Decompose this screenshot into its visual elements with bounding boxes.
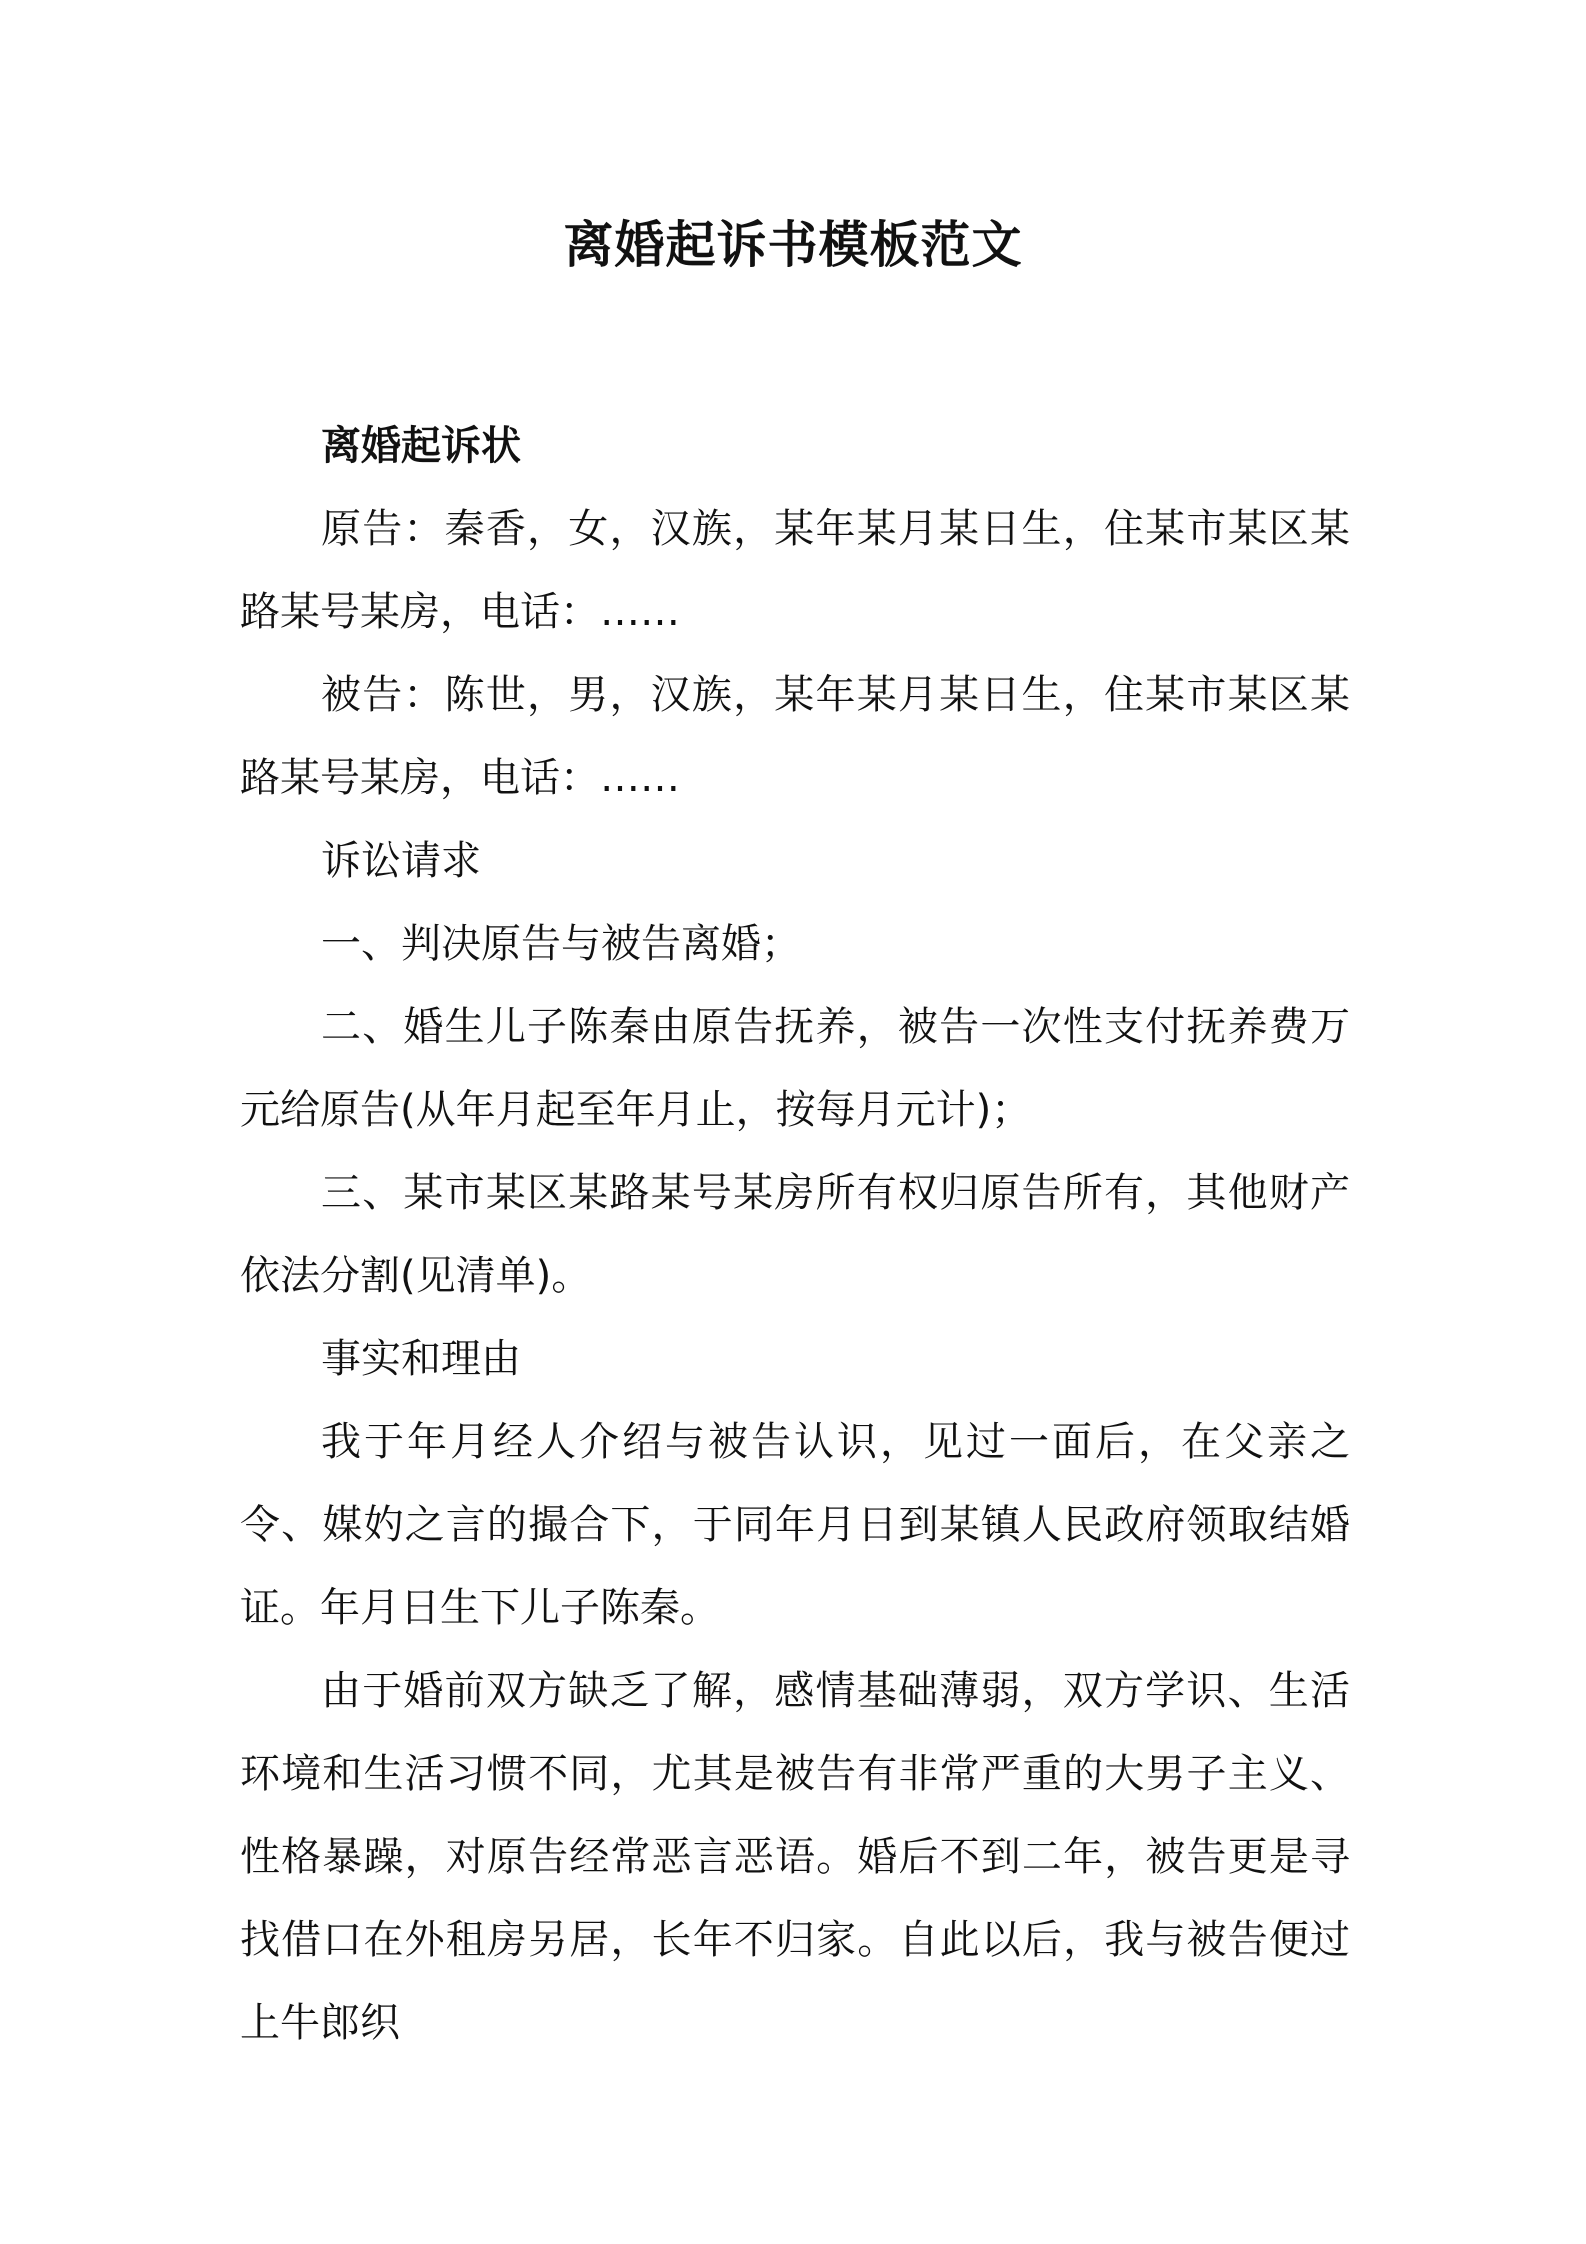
defendant-paragraph: 被告：陈世，男，汉族，某年某月某日生，住某市某区某路某号某房，电话：…… xyxy=(240,672,1350,801)
claim-item-1: 一、判决原告与被告离婚； xyxy=(321,921,801,967)
facts-heading: 事实和理由 xyxy=(321,1336,521,1382)
document-body xyxy=(240,405,1350,2065)
claim-item-2: 二、婚生儿子陈秦由原告抚养，被告一次性支付抚养费万元给原告(从年月起至年月止，按每月元计)； xyxy=(240,1004,1350,1133)
claims-heading: 诉讼请求 xyxy=(321,838,481,884)
plaintiff-paragraph: 原告：秦香，女，汉族，某年某月某日生，住某市某区某路某号某房，电话：…… xyxy=(240,506,1350,635)
document-title: 离婚起诉书模板范文 xyxy=(563,216,1023,274)
facts-paragraph-1: 我于年月经人介绍与被告认识，见过一面后，在父亲之令、媒妁之言的撮合下，于同年月日到某镇人民政府领取结婚证。年月日生下儿子陈秦。 xyxy=(240,1419,1350,1631)
facts-paragraph-2: 由于婚前双方缺乏了解，感情基础薄弱，双方学识、生活环境和生活习惯不同，尤其是被告有非常严重的大男子主义、性格暴躁，对原告经常恶言恶语。婚后不到二年，被告更是寻找借口在外租房另居，长年不归家。自此以后，我与被告便过上牛郎织 xyxy=(240,1668,1350,2046)
complaint-heading: 离婚起诉状 xyxy=(321,423,521,469)
claim-item-3: 三、某市某区某路某号某房所有权归原告所有，其他财产依法分割(见清单)。 xyxy=(240,1170,1350,1299)
